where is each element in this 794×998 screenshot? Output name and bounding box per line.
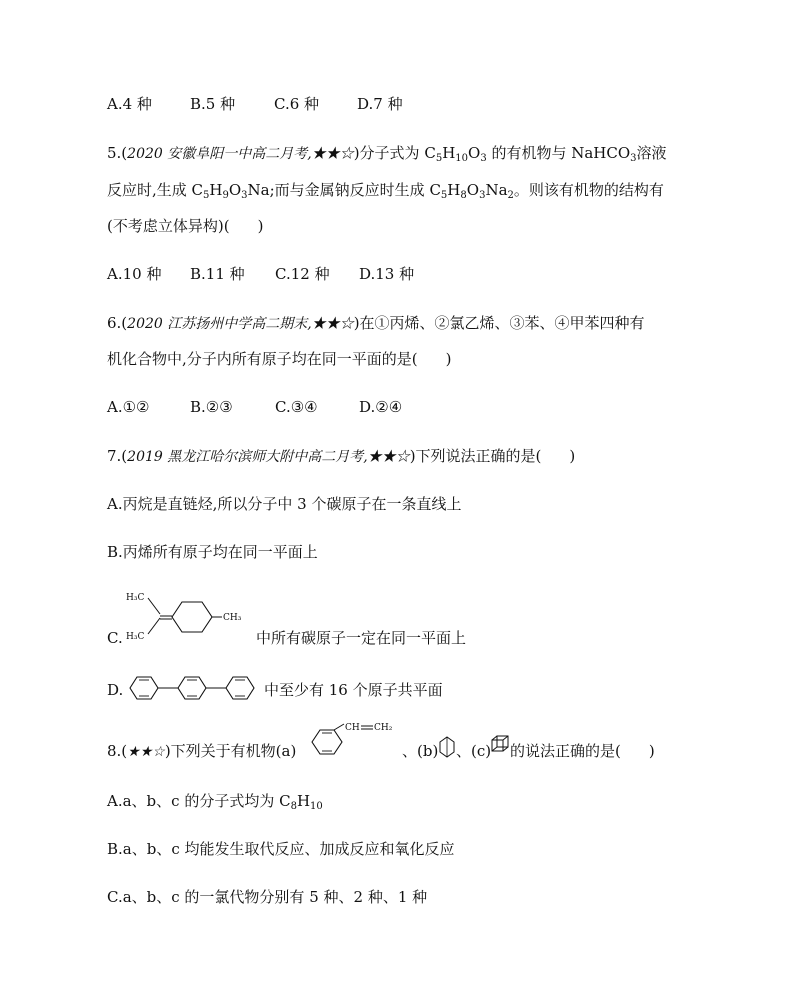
q8-stem-part2: 、(b): [402, 742, 439, 760]
compound-b-structure: [438, 735, 456, 759]
q6-stem-line1: 6.(2020 江苏扬州中学高二期末,★★☆)在①丙烯、②氯乙烯、③苯、④甲苯四种有: [107, 314, 645, 332]
q4-option-c: C.6 种: [274, 95, 320, 113]
q7-option-c-label: C.: [107, 629, 123, 647]
q8-stem-part3: 、(c): [456, 742, 492, 760]
styrene-structure: [308, 720, 400, 760]
q7c-molecule-structure: [124, 586, 250, 646]
q7c-h3c-bottom: H₃C: [126, 632, 145, 642]
q4-options: [107, 94, 403, 114]
q5-source: 2020 安徽阜阳一中高二月考,★★☆: [127, 146, 354, 162]
q6-option-c: C.③④: [275, 398, 318, 416]
q7-source: 2019 黑龙江哈尔滨师大附中高二月考,★★☆: [127, 449, 410, 465]
q6-options: [107, 397, 402, 417]
q8-option-a: A.a、b、c 的分子式均为 $C_8H_{10}$: [107, 792, 323, 812]
q4-option-d: D.7 种: [357, 95, 403, 113]
q5-stem-line2: 反应时,生成 $C_5H_9O_3Na$;而与金属钠反应时生成 $C_5H_8O_3Na_2$。则该有机物的结构有: [107, 181, 664, 201]
q5-option-a: A.10 种: [107, 265, 162, 283]
q7-option-d-text: 中至少有 16 个原子共平面: [264, 681, 443, 699]
q8-stem-part4: 的说法正确的是( ): [510, 742, 655, 760]
cubane-structure: [491, 735, 509, 753]
q7-option-a: A.丙烷是直链烃,所以分子中 3 个碳原子在一条直线上: [107, 495, 462, 513]
q5-stem-line1: 5.(2020 安徽阜阳一中高二月考,★★☆)分子式为 $C_5H_{10}O_3$ 的有机物与 NaHCO$_3$溶液: [107, 144, 667, 164]
q5-option-b: B.11 种: [190, 265, 245, 283]
q5-option-d: D.13 种: [359, 265, 415, 283]
styrene-ch: CH: [345, 723, 360, 733]
q8-source: ★★☆: [127, 744, 165, 760]
q7-option-d-label: D.: [107, 681, 124, 699]
q6-stem-line2: 机化合物中,分子内所有原子均在同一平面的是( ): [107, 350, 452, 368]
styrene-ch2: CH₂: [374, 723, 393, 733]
terphenyl-structure: [126, 673, 262, 703]
q5-options: [107, 264, 414, 284]
q6-option-d: D.②④: [359, 398, 403, 416]
q5-option-c: C.12 种: [275, 265, 330, 283]
q6-source: 2020 江苏扬州中学高二期末,★★☆: [127, 316, 354, 332]
q6-option-a: A.①②: [107, 398, 150, 416]
q4-option-a: A.4 种: [107, 95, 152, 113]
q7-option-c-text: 中所有碳原子一定在同一平面上: [256, 629, 467, 647]
q5-stem-line3: (不考虑立体异构)( ): [107, 217, 264, 235]
q4-option-b: B.5 种: [190, 95, 236, 113]
q7-stem: 7.(2019 黑龙江哈尔滨师大附中高二月考,★★☆)下列说法正确的是( ): [107, 447, 576, 465]
q7c-h3c-top: H₃C: [126, 593, 145, 603]
q8-stem-part1: 8.(★★☆)下列关于有机物(a): [107, 742, 297, 760]
q7c-ch3: CH₃: [223, 613, 242, 623]
q6-option-b: B.②③: [190, 398, 233, 416]
q8-option-b: B.a、b、c 均能发生取代反应、加成反应和氧化反应: [107, 840, 455, 858]
q8-option-c: C.a、b、c 的一氯代物分别有 5 种、2 种、1 种: [107, 888, 428, 906]
q7-option-b: B.丙烯所有原子均在同一平面上: [107, 543, 318, 561]
